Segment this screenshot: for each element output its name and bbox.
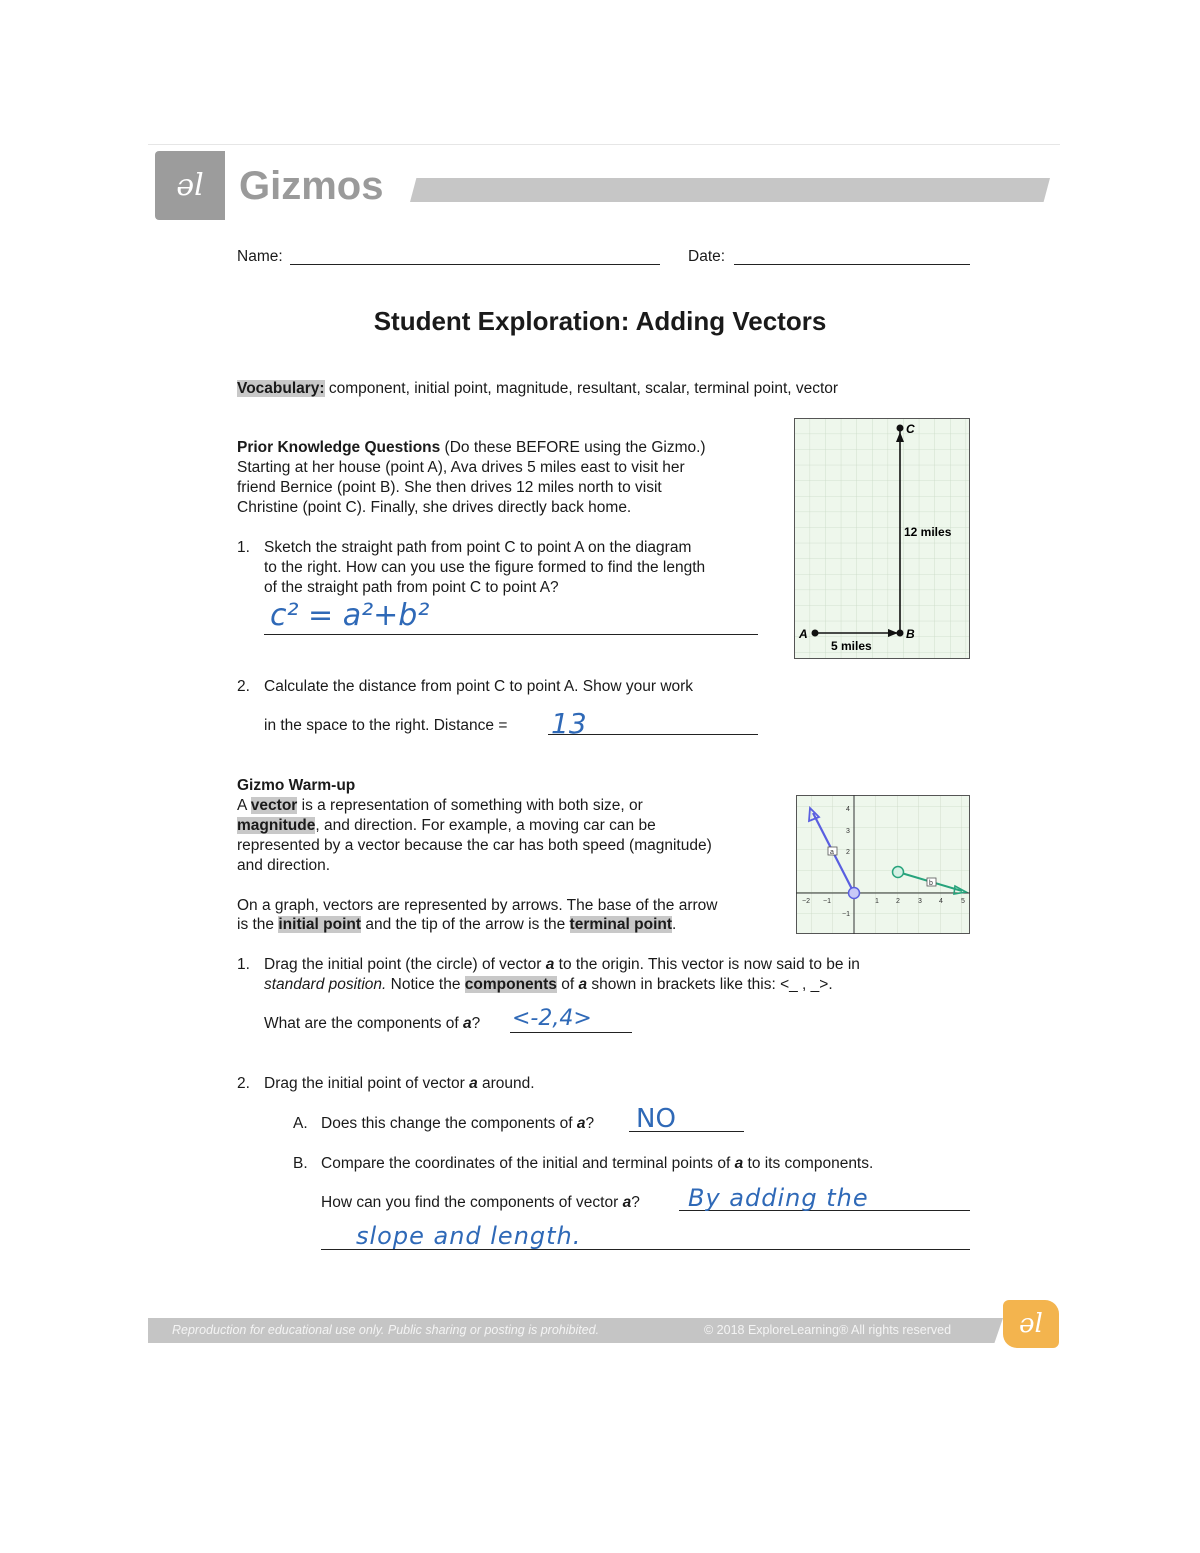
intro-line: Starting at her house (point A), Ava drives 5 miles east to visit her xyxy=(237,459,685,476)
var-a: a xyxy=(463,1015,472,1032)
subquestion-b-line xyxy=(321,1154,873,1174)
warmup-p2-line: On a graph, vectors are represented by arrows. The base of the arrow xyxy=(237,897,718,914)
explorelearning-logo xyxy=(155,151,225,220)
warmup-question-1-line xyxy=(264,975,833,995)
warmup-p1-line: and direction. xyxy=(237,857,331,874)
var-a: a xyxy=(734,1155,744,1172)
y-tick: 3 xyxy=(846,828,850,835)
vector-a-initial-point[interactable] xyxy=(849,888,860,899)
vocabulary-label: Vocabulary: xyxy=(237,380,325,397)
pk-answer-1-handwriting: c² = a²+b² xyxy=(270,598,430,633)
text-fragment: to its components. xyxy=(743,1155,874,1172)
var-a: a xyxy=(469,1075,478,1092)
warmup-question-2-number: 2. xyxy=(237,1075,250,1092)
footer-usage-notice: Reproduction for educational use only. Public sharing or posting is prohibited. xyxy=(172,1323,600,1337)
distance-answer-handwriting: 13 xyxy=(551,707,587,740)
y-tick: 4 xyxy=(846,806,850,813)
top-rule xyxy=(148,144,1060,145)
warmup-question-1-number: 1. xyxy=(237,956,250,973)
page-title: Student Exploration: Adding Vectors xyxy=(373,306,827,336)
term-terminal-point: terminal point xyxy=(569,916,673,933)
pk-answer-1-field[interactable] xyxy=(264,634,758,635)
header-bar xyxy=(410,178,1050,202)
text-fragment: and the tip of the arrow is the xyxy=(361,916,570,933)
term-vector: vector xyxy=(250,797,298,814)
x-tick: 2 xyxy=(896,898,900,905)
pk-question-1-line: of the straight path from point C to point A? xyxy=(264,579,559,596)
subquestion-a-line xyxy=(321,1114,594,1134)
var-a: a xyxy=(576,1115,586,1132)
diagram1-label-5-miles: 5 miles xyxy=(831,639,872,653)
vector-a-label: a xyxy=(830,849,834,856)
prior-knowledge-heading-line xyxy=(237,438,706,458)
intro-line: friend Bernice (point B). She then drives 12 miles north to visit xyxy=(237,479,662,496)
subquestion-b-prompt xyxy=(321,1193,640,1213)
x-tick: −1 xyxy=(823,898,831,905)
vector-b-label: b xyxy=(929,880,933,887)
text-fragment: A xyxy=(237,797,251,814)
intro-line: Christine (point C). Finally, she drives directly back home. xyxy=(237,499,632,516)
brand-name: Gizmos xyxy=(239,164,384,208)
prior-knowledge-note: (Do these BEFORE using the Gizmo.) xyxy=(440,439,706,456)
pk-question-1-line: Sketch the straight path from point C to point A on the diagram xyxy=(264,539,692,556)
text-fragment: is the xyxy=(237,916,279,933)
text-fragment: Drag the initial point (the circle) of vector xyxy=(264,956,546,973)
x-tick: 5 xyxy=(961,898,965,905)
logo-text: ǝl xyxy=(176,168,204,203)
text-fragment: Notice the xyxy=(386,976,465,993)
subquestion-b-answer-handwriting-2: slope and length. xyxy=(356,1222,582,1250)
pk-question-2-number: 2. xyxy=(237,678,250,695)
vocabulary-line xyxy=(237,379,838,399)
pk-question-1-number: 1. xyxy=(237,539,250,556)
y-tick: 2 xyxy=(846,849,850,856)
text-fragment: What are the components of xyxy=(264,1015,464,1032)
name-label: Name: xyxy=(237,248,283,265)
text-fragment: Compare the coordinates of the initial and terminal points of xyxy=(321,1155,735,1172)
text-fragment: How can you find the components of vector xyxy=(321,1194,623,1211)
prior-knowledge-heading: Prior Knowledge Questions xyxy=(237,439,441,456)
text-fragment: ? xyxy=(585,1115,595,1132)
subquestion-b-answer-handwriting-1: By adding the xyxy=(688,1184,869,1212)
diagram1-label-b: B xyxy=(906,627,915,641)
text-fragment: standard position. xyxy=(264,976,387,993)
warmup-question-1-line xyxy=(264,955,860,975)
text-fragment: of xyxy=(556,976,579,993)
text-fragment: is a representation of something with both size, or xyxy=(297,797,643,814)
pk-question-2-line: in the space to the right. Distance = xyxy=(264,717,508,734)
text-fragment: around. xyxy=(477,1075,535,1092)
text-fragment: ? xyxy=(631,1194,640,1211)
var-a: a xyxy=(545,956,555,973)
text-fragment: ? xyxy=(471,1015,481,1032)
warmup-p2-line xyxy=(237,915,676,935)
term-components: components xyxy=(464,976,557,993)
text-fragment: Does this change the components of xyxy=(321,1115,577,1132)
term-magnitude: magnitude xyxy=(237,817,316,834)
x-tick: −2 xyxy=(802,898,810,905)
vector-b-initial-point[interactable] xyxy=(893,867,904,878)
diagram1-point-b xyxy=(897,630,904,637)
footer-logo-text: ǝl xyxy=(1019,1309,1043,1339)
text-fragment: Drag the initial point of vector xyxy=(264,1075,470,1092)
y-tick: −1 xyxy=(842,911,850,918)
text-fragment: , and direction. For example, a moving car can be xyxy=(315,817,656,834)
var-a: a xyxy=(578,976,588,993)
text-fragment: to the origin. This vector is now said to be in xyxy=(554,956,860,973)
diagram1-label-c: C xyxy=(906,422,915,436)
components-answer-handwriting: <-2,4> xyxy=(512,1006,592,1031)
footer-copyright: © 2018 ExploreLearning® All rights reserved xyxy=(704,1323,952,1337)
date-label: Date: xyxy=(688,248,726,265)
distance-diagram xyxy=(794,418,970,659)
footer-logo xyxy=(1003,1300,1059,1348)
vector-graph xyxy=(796,795,970,934)
warmup-question-2-line xyxy=(264,1074,535,1094)
name-field[interactable] xyxy=(290,264,660,265)
pk-question-1-line: to the right. How can you use the figure formed to find the length xyxy=(264,559,706,576)
diagram1-point-c xyxy=(897,425,904,432)
date-field[interactable] xyxy=(734,264,970,265)
subquestion-b-letter: B. xyxy=(293,1155,308,1172)
text-fragment: . xyxy=(672,916,677,933)
warmup-p1-line xyxy=(237,796,643,816)
warmup-p1-line: represented by a vector because the car has both speed (magnitude) xyxy=(237,837,712,854)
subquestion-a-letter: A. xyxy=(293,1115,308,1132)
pk-question-2-line: Calculate the distance from point C to point A. Show your work xyxy=(264,678,694,695)
var-a: a xyxy=(622,1194,632,1211)
x-tick: 4 xyxy=(939,898,943,905)
vocabulary-terms: component, initial point, magnitude, resultant, scalar, terminal point, vector xyxy=(324,380,839,397)
diagram1-point-a xyxy=(812,630,819,637)
diagram1-label-12-miles: 12 miles xyxy=(904,525,952,539)
warmup-question-1-prompt xyxy=(264,1014,480,1034)
subquestion-a-answer-handwriting: NO xyxy=(636,1104,676,1134)
warmup-p1-line xyxy=(237,816,656,836)
diagram1-label-a: A xyxy=(799,627,808,641)
text-fragment: shown in brackets like this: <_ , _>. xyxy=(587,976,833,993)
term-initial-point: initial point xyxy=(278,916,362,933)
x-tick: 3 xyxy=(918,898,922,905)
components-answer-field[interactable] xyxy=(510,1032,632,1033)
x-tick: 1 xyxy=(875,898,879,905)
warmup-heading: Gizmo Warm-up xyxy=(237,777,356,794)
graph-grid xyxy=(797,796,970,934)
